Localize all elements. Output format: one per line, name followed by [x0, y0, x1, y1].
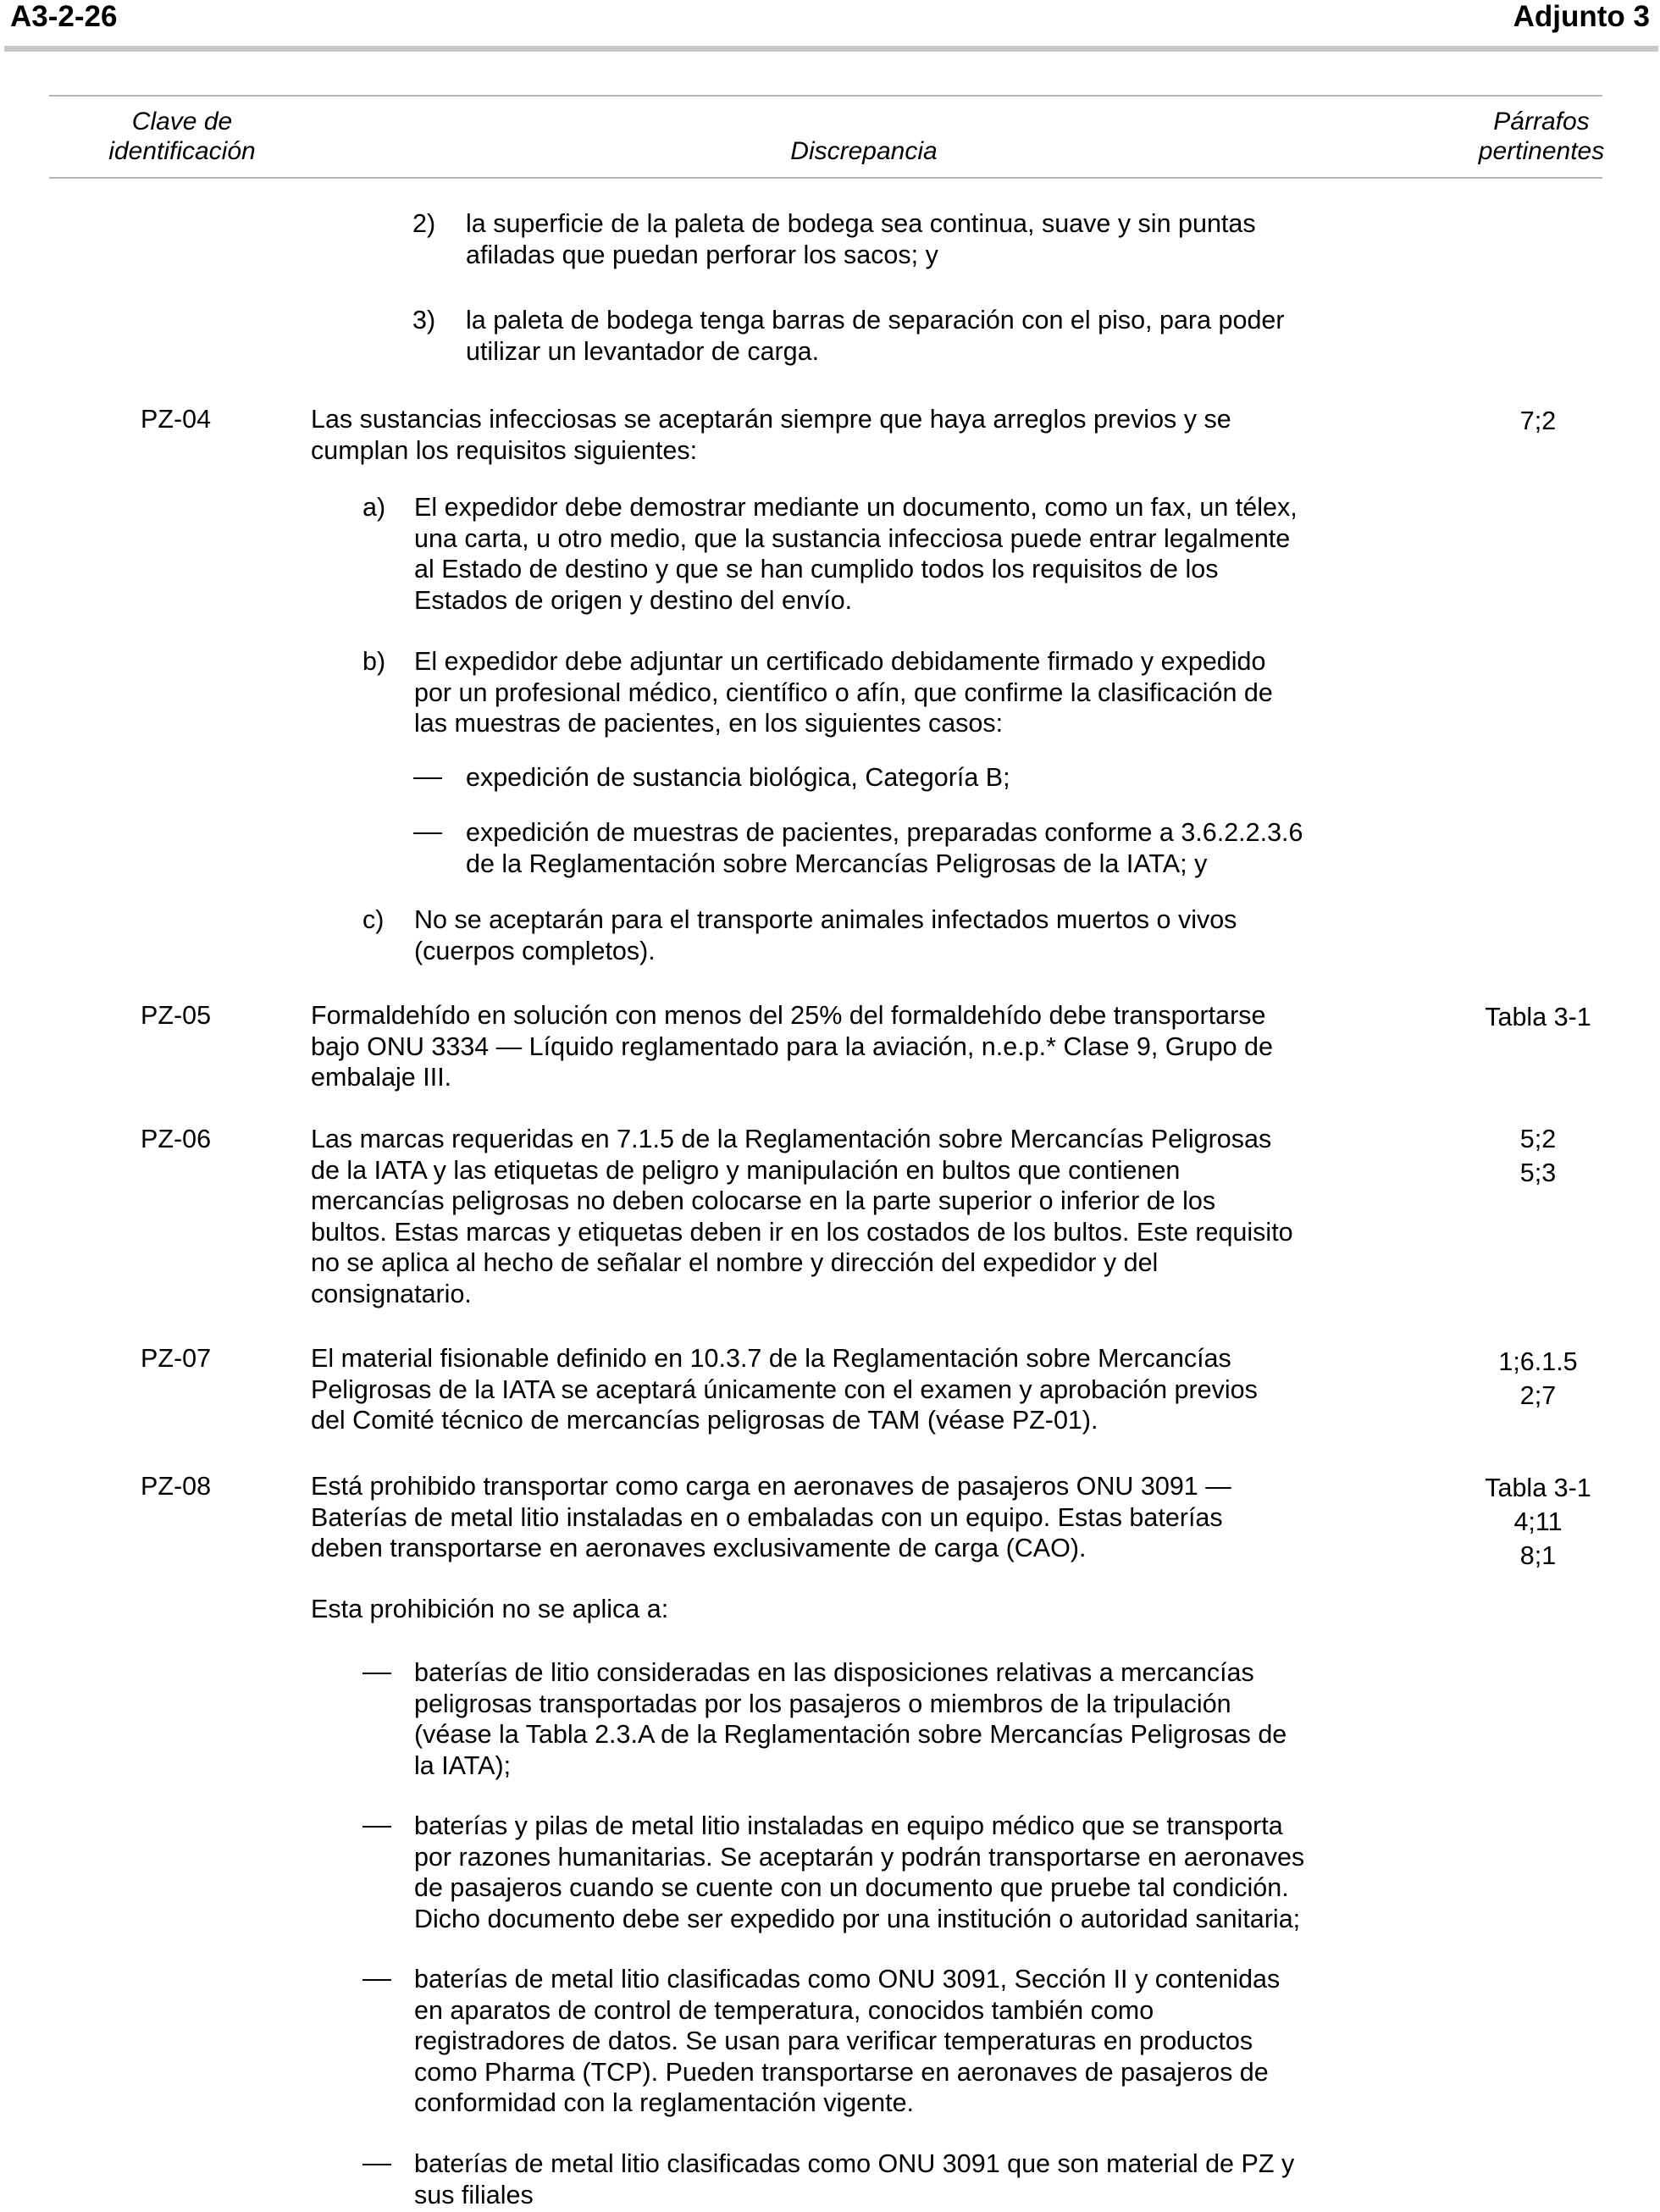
- em-dash-bullet: [362, 1979, 391, 1981]
- list-marker: 3): [412, 306, 436, 335]
- reference-paragraphs: Tabla 3-1: [1485, 1003, 1591, 1031]
- column-header-refs: Párrafos pertinentes: [1478, 108, 1605, 165]
- discrepancy-key: PZ-05: [141, 1001, 212, 1030]
- list-item: expedición de muestras de pacientes, preparadas conforme a 3.6.2.2.3.6 de la Reglamentación sobre Mercancías Peligrosas de la IATA; y: [466, 818, 1303, 878]
- column-header-key: Clave de identificación: [108, 108, 256, 165]
- em-dash-bullet: [362, 1673, 391, 1674]
- list-item: baterías de metal litio clasificadas como ONU 3091 que son material de PZ y sus filiales: [414, 2149, 1295, 2209]
- discrepancy-key: PZ-06: [141, 1125, 212, 1153]
- discrepancy-key: PZ-04: [141, 405, 212, 434]
- em-dash-bullet: [362, 1826, 391, 1828]
- list-marker: a): [362, 493, 386, 522]
- list-item: El expedidor debe adjuntar un certificado debidamente firmado y expedido por un profesional médico, científico o afín, que confirme la clasificación de las muestras de pacientes, en los siguientes casos:: [414, 647, 1273, 738]
- list-item: la superficie de la paleta de bodega sea continua, suave y sin puntas afiladas que puedan perforar los sacos; y: [466, 209, 1256, 269]
- list-item: No se aceptarán para el transporte animales infectados muertos o vivos (cuerpos completos).: [414, 905, 1237, 965]
- table-header-rule: [49, 177, 1602, 179]
- list-marker: 2): [412, 209, 436, 238]
- attachment-label: Adjunto 3: [1513, 0, 1650, 33]
- em-dash-bullet: [413, 832, 442, 834]
- reference-paragraphs: 7;2: [1519, 406, 1557, 435]
- reference-paragraphs: Tabla 3-1 4;11 8;1: [1485, 1474, 1591, 1570]
- discrepancy-text: El material fisionable definido en 10.3.7 de la Reglamentación sobre Mercancías Peligrosas de la IATA se aceptará únicamente con el examen y aprobación previos del Comité técnico de mercancías peligrosas de TAM (véase PZ-01).: [311, 1344, 1258, 1435]
- discrepancy-text: Las sustancias infecciosas se aceptarán siempre que haya arreglos previos y se cumplan los requisitos siguientes:: [311, 405, 1231, 465]
- list-item: baterías de litio consideradas en las disposiciones relativas a mercancías peligrosas transportadas por los pasajeros o miembros de la tripulación (véase la Tabla 2.3.A de la Reglamentación sobre Mercancías Peligrosas de la IATA);: [414, 1658, 1287, 1780]
- em-dash-bullet: [413, 777, 442, 779]
- list-marker: b): [362, 647, 386, 676]
- page-number: A3-2-26: [10, 0, 118, 33]
- list-item: baterías y pilas de metal litio instaladas en equipo médico que se transporta por razones humanitarias. Se aceptarán y podrán transportarse en aeronaves de pasajeros cuando se cuente con un documento que pruebe tal condición. Dicho documento debe ser expedido por una institución o autoridad sanitaria;: [414, 1811, 1305, 1933]
- discrepancy-text: Está prohibido transportar como carga en aeronaves de pasajeros ONU 3091 — Baterías de metal litio instaladas en o embaladas con un equipo. Estas baterías deben transportarse en aeronaves exclusivamente de carga (CAO).: [311, 1472, 1231, 1562]
- em-dash-bullet: [362, 2164, 391, 2165]
- discrepancy-text: Las marcas requeridas en 7.1.5 de la Reglamentación sobre Mercancías Peligrosas de la IATA y las etiquetas de peligro y manipulación en bultos que contienen mercancías peligrosas no deben colocarse en la parte superior o inferior de los bultos. Estas marcas y etiquetas deben ir en los costados de los bultos. Este requisito no se aplica al hecho de señalar el nombre y dirección del expedidor y del consignatario.: [311, 1125, 1293, 1308]
- discrepancy-text: Formaldehído en solución con menos del 25% del formaldehído debe transportarse bajo ONU 3334 — Líquido reglamentado para la aviación, n.e.p.* Clase 9, Grupo de embalaje III.: [311, 1001, 1273, 1092]
- list-marker: c): [362, 905, 385, 934]
- column-header-discrepancy: Discrepancia: [790, 137, 938, 165]
- list-item: expedición de sustancia biológica, Categoría B;: [466, 763, 1010, 792]
- reference-paragraphs: 5;2 5;3: [1519, 1125, 1557, 1187]
- table-top-rule: [49, 95, 1602, 97]
- discrepancy-key: PZ-07: [141, 1344, 212, 1373]
- list-item: baterías de metal litio clasificadas como ONU 3091, Sección II y contenidas en aparatos de control de temperatura, conocidos también como registradores de datos. Se usan para verificar temperaturas en productos como Pharma (TCP). Pueden transportarse en aeronaves de pasajeros de conformidad con la reglamentación vigente.: [414, 1965, 1281, 2117]
- discrepancy-key: PZ-08: [141, 1472, 212, 1501]
- reference-paragraphs: 1;6.1.5 2;7: [1498, 1347, 1578, 1410]
- exception-intro: Esta prohibición no se aplica a:: [311, 1595, 669, 1623]
- list-item: El expedidor debe demostrar mediante un documento, como un fax, un télex, una carta, u otro medio, que la sustancia infecciosa puede entrar legalmente al Estado de destino y que se han cumplido todos los requisitos de los Estados de origen y destino del envío.: [414, 493, 1298, 615]
- list-item: la paleta de bodega tenga barras de separación con el piso, para poder utilizar un levantador de carga.: [466, 306, 1285, 366]
- header-rule: [4, 46, 1658, 52]
